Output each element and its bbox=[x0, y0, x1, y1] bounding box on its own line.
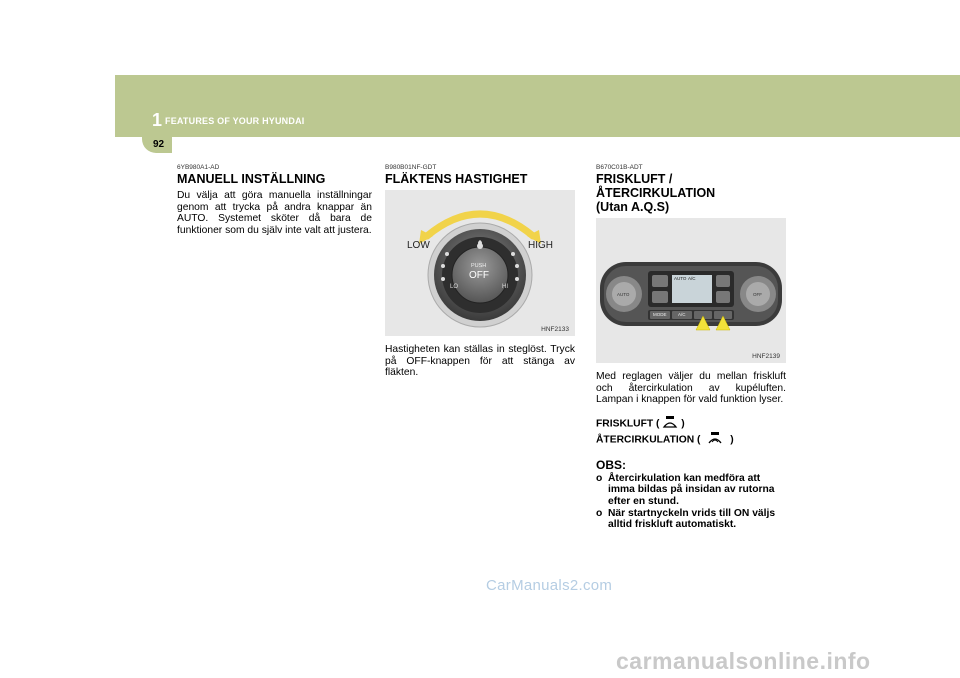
heading-line3: (Utan A.Q.S) bbox=[596, 200, 670, 214]
section-body: Med reglagen väljer du mellan friskluft och återcirkulation av kupéluften. Lampan i knappen för vald funktion lyser. bbox=[596, 371, 786, 406]
mode-button-label: MODE bbox=[653, 312, 667, 317]
heading-line2: ÅTERCIRKULATION bbox=[596, 186, 716, 200]
section-heading bbox=[596, 172, 786, 214]
label-high: HIGH bbox=[528, 240, 553, 251]
section-heading: MANUELL INSTÄLLNING bbox=[177, 172, 326, 186]
section-manual-setting bbox=[177, 164, 372, 236]
recirc-line bbox=[596, 432, 786, 448]
recirc-label: ÅTERCIRKULATION ( bbox=[596, 434, 701, 446]
knob-lo-label: LO bbox=[450, 284, 459, 290]
section-fan-speed bbox=[385, 164, 575, 379]
recirculation-icon bbox=[707, 432, 723, 448]
fresh-air-icon bbox=[662, 416, 678, 432]
fresh-air-label: FRISKLUFT ( bbox=[596, 418, 660, 430]
knob-push-label: PUSH bbox=[471, 263, 487, 269]
left-knob-label: AUTO bbox=[617, 292, 630, 297]
figure-caption: HNF2133 bbox=[541, 326, 569, 333]
chapter-number: 1 bbox=[152, 110, 163, 130]
knob-off-label: OFF bbox=[469, 270, 489, 281]
section-fresh-recirc bbox=[596, 164, 786, 531]
right-knob-label: OFF bbox=[753, 292, 762, 297]
section-code: B980B01NF-GDT bbox=[385, 164, 437, 171]
figure-caption: HNF2139 bbox=[752, 353, 780, 360]
section-body: Du välja att göra manuella inställningar genom att trycka på andra knappar än AUTO. Systemet sköter då bara de funktioner som du själv inte valt att justera. bbox=[177, 190, 372, 236]
fresh-air-line bbox=[596, 416, 786, 432]
note-bullet: o bbox=[596, 472, 603, 484]
watermark-link[interactable]: CarManuals2.com bbox=[486, 577, 613, 594]
note-item bbox=[596, 473, 786, 508]
chapter-title: FEATURES OF YOUR HYUNDAI bbox=[165, 116, 305, 126]
section-heading: FLÄKTENS HASTIGHET bbox=[385, 172, 528, 186]
fan-speed-figure bbox=[385, 190, 575, 336]
footer-watermark: carmanualsonline.info bbox=[616, 648, 871, 674]
display-auto-label: AUTO bbox=[674, 276, 687, 281]
note-text: Återcirkulation kan medföra att imma bildas på insidan av rutorna efter en stund. bbox=[608, 472, 775, 507]
climate-panel-illustration bbox=[596, 218, 786, 363]
section-body: Hastigheten kan ställas in steglöst. Tryck på OFF-knappen för att stänga av fläkten. bbox=[385, 344, 575, 379]
note-item bbox=[596, 508, 786, 531]
section-code: B670C01B-ADT bbox=[596, 164, 643, 171]
ac-button-label: A/C bbox=[678, 312, 686, 317]
note-bullet: o bbox=[596, 507, 603, 519]
header-band bbox=[115, 75, 960, 137]
section-code: 6YB980A1-AD bbox=[177, 164, 220, 171]
display-ac-label: A/C bbox=[688, 276, 696, 281]
label-low: LOW bbox=[407, 240, 430, 251]
note-text: När startnyckeln vrids till ON väljs alltid friskluft automatiskt. bbox=[608, 507, 776, 531]
climate-panel-figure bbox=[596, 218, 786, 363]
note-heading: OBS: bbox=[596, 457, 626, 472]
recirc-close: ) bbox=[730, 434, 734, 446]
fresh-air-close: ) bbox=[681, 418, 685, 430]
heading-line1: FRISKLUFT / bbox=[596, 172, 673, 186]
fresh-recirc-lines bbox=[596, 416, 786, 448]
page-number: 92 bbox=[153, 139, 165, 150]
knob-hi-label: HI bbox=[502, 284, 508, 290]
